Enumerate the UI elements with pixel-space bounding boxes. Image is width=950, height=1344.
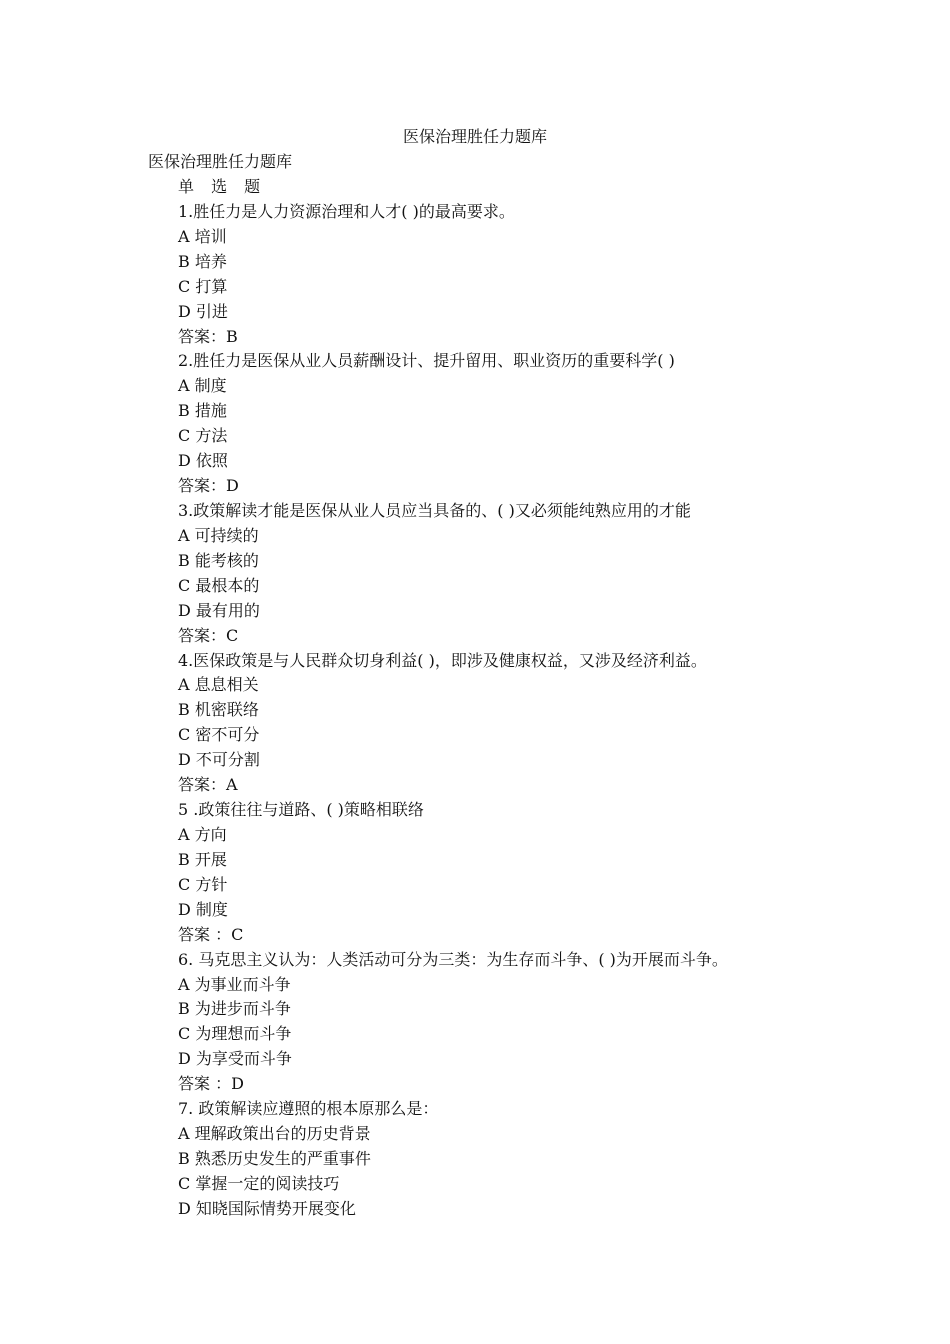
question-stem: 5 .政策往往与道路、( )策略相联络 <box>178 800 424 820</box>
option-c: C 最根本的 <box>178 575 260 595</box>
question-block <box>178 798 858 948</box>
question-block <box>178 349 858 499</box>
question-block <box>178 499 858 649</box>
option-d: D 制度 <box>178 899 228 919</box>
option-a: A 息息相关 <box>178 675 259 695</box>
document-subtitle: 医保治理胜任力题库 <box>148 152 293 171</box>
option-d: D 知晓国际情势开展变化 <box>178 1198 356 1218</box>
question-block <box>178 1097 858 1222</box>
option-d: D 引进 <box>178 301 228 321</box>
option-b: B 开展 <box>178 849 227 869</box>
option-c: C 掌握一定的阅读技巧 <box>178 1173 340 1193</box>
question-stem: 3.政策解读才能是医保从业人员应当具备的、( )又必须能纯熟应用的才能 <box>178 500 691 520</box>
answer-line: 答案 ：C <box>178 924 244 944</box>
question-block <box>178 948 858 1098</box>
answer-line: 答案 ：D <box>178 1074 244 1094</box>
question-block <box>178 649 858 799</box>
question-stem: 2.胜任力是医保从业人员薪酬设计、提升留用、职业资历的重要科学( ) <box>178 351 675 371</box>
option-d: D 依照 <box>178 451 228 471</box>
option-d: D 为享受而斗争 <box>178 1049 292 1069</box>
option-c: C 密不可分 <box>178 725 260 745</box>
option-c: C 打算 <box>178 276 228 296</box>
option-b: B 机密联络 <box>178 700 259 720</box>
answer-line: 答案：D <box>178 476 239 496</box>
document-title: 医保治理胜任力题库 <box>402 127 547 146</box>
question-stem: 6. 马克思主义认为：人类活动可分为三类：为生存而斗争、( )为开展而斗争。 <box>178 949 728 969</box>
answer-line: 答案：B <box>178 326 238 346</box>
option-b: B 培养 <box>178 251 227 271</box>
question-stem: 4.医保政策是与人民群众切身利益( )，即涉及健康权益，又涉及经济利益。 <box>178 650 707 670</box>
question-stem: 1.胜任力是人力资源治理和人才( )的最高要求。 <box>178 201 515 221</box>
option-b: B 熟悉历史发生的严重事件 <box>178 1148 371 1168</box>
option-a: A 为事业而斗争 <box>178 974 291 994</box>
option-a: A 培训 <box>178 226 227 246</box>
question-stem: 7. 政策解读应遵照的根本原那么是： <box>178 1099 439 1119</box>
answer-line: 答案：C <box>178 625 239 645</box>
option-c: C 方针 <box>178 874 228 894</box>
section-heading: 单 选 题 <box>178 177 267 196</box>
option-c: C 方法 <box>178 426 228 446</box>
option-d: D 最有用的 <box>178 600 260 620</box>
option-b: B 能考核的 <box>178 550 259 570</box>
option-b: B 措施 <box>178 401 227 421</box>
option-a: A 可持续的 <box>178 525 259 545</box>
option-b: B 为进步而斗争 <box>178 999 291 1019</box>
option-d: D 不可分割 <box>178 750 260 770</box>
question-block <box>178 200 858 350</box>
option-a: A 方向 <box>178 824 227 844</box>
option-a: A 制度 <box>178 376 227 396</box>
answer-line: 答案：A <box>178 775 238 795</box>
option-a: A 理解政策出台的历史背景 <box>178 1124 371 1144</box>
question-list <box>178 175 858 1222</box>
option-c: C 为理想而斗争 <box>178 1024 292 1044</box>
